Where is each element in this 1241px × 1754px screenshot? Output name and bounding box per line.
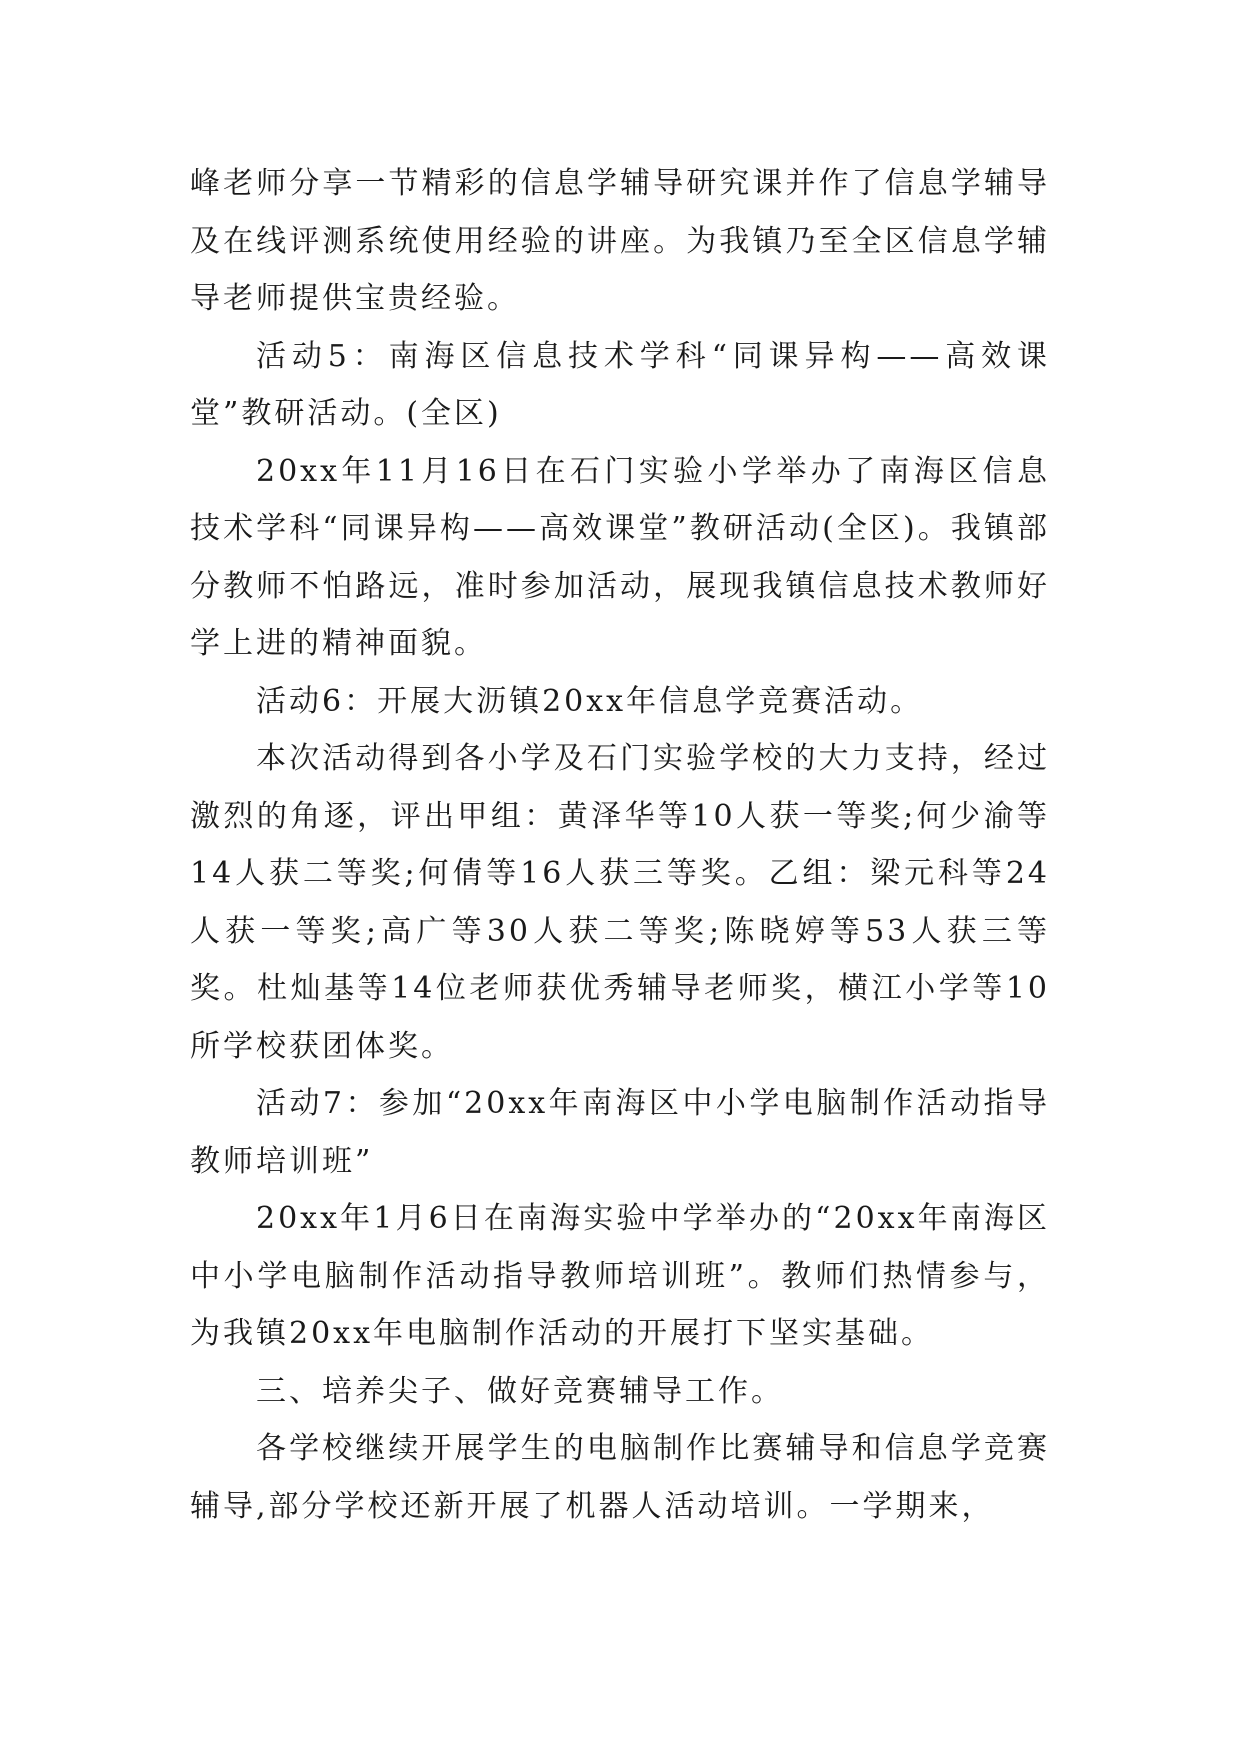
paragraph-activity-7-body: 20xx年1月6日在南海实验中学举办的“20xx年南海区中小学电脑制作活动指导教师培训班”。教师们热情参与，为我镇20xx年电脑制作活动的开展打下坚实基础。 bbox=[190, 1201, 1050, 1351]
section-3-heading: 三、培养尖子、做好竞赛辅导工作。 bbox=[256, 1373, 784, 1409]
section-3-body: 各学校继续开展学生的电脑制作比赛辅导和信息学竞赛辅导,部分学校还新开展了机器人活动培训。一学期来， bbox=[190, 1431, 1050, 1524]
paragraph-1: 峰老师分享一节精彩的信息学辅导研究课并作了信息学辅导及在线评测系统使用经验的讲座。为我镇乃至全区信息学辅导老师提供宝贵经验。 bbox=[190, 166, 1050, 316]
paragraph-activity-5-body: 20xx年11月16日在石门实验小学举办了南海区信息技术学科“同课异构——高效课堂”教研活动(全区)。我镇部分教师不怕路远，准时参加活动，展现我镇信息技术教师好学上进的精神面貌。 bbox=[190, 453, 1050, 661]
document-page bbox=[190, 155, 1050, 1535]
paragraph-activity-7-heading: 活动7：参加“20xx年南海区中小学电脑制作活动指导教师培训班” bbox=[190, 1086, 1050, 1179]
paragraph-activity-5-heading: 活动5：南海区信息技术学科“同课异构——高效课堂”教研活动。(全区) bbox=[190, 338, 1050, 431]
paragraph-activity-6-body: 本次活动得到各小学及石门实验学校的大力支持，经过激烈的角逐，评出甲组：黄泽华等10人获一等奖;何少渝等14人获二等奖;何倩等16人获三等奖。乙组：梁元科等24人获一等奖;高广等30人获二等奖;陈晓婷等53人获三等奖。杜灿基等14位老师获优秀辅导老师奖，横江小学等10所学校获团体奖。 bbox=[190, 741, 1050, 1064]
paragraph-activity-6-heading: 活动6：开展大沥镇20xx年信息学竞赛活动。 bbox=[256, 683, 924, 719]
